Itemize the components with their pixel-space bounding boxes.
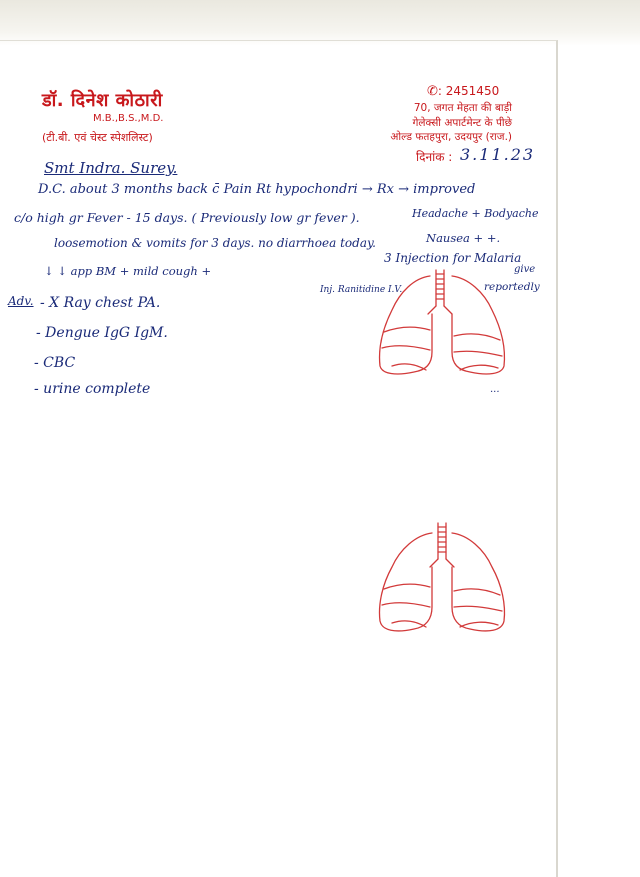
address-line-3: ओल्ड फतहपुरा, उदयपुर (राज.) [390,131,512,143]
date-label: दिनांक : [416,150,453,164]
phone-text: : 2451450 [437,84,500,98]
note-line-4c: give [514,264,536,275]
lung-diagram-2 [376,519,508,635]
lung-diagram-1 [374,266,510,378]
phone-number [427,84,499,99]
doctor-name: डॉ. दिनेश कोठारी [42,90,163,111]
advice-item-1: - X Ray chest PA. [40,295,161,311]
note-line-3: loosemotion & vomits for 3 days. no diarrhoea today. [54,236,376,250]
note-line-2b: Headache + Bodyache [412,207,539,220]
doctor-specialty: (टी.बी. एवं चेस्ट स्पेशलिस्ट) [42,131,153,144]
note-line-5b: reportedly [484,281,540,293]
note-line-4: ↓ ↓ app BM + mild cough + [44,264,212,278]
note-line-2: c/o high gr Fever - 15 days. ( Previously low gr fever ). [14,210,360,225]
note-line-5: Inj. Ranitidine I.V. [320,285,403,295]
stray-dots: ... [490,384,500,395]
advice-item-4: - urine complete [34,381,151,397]
advice-label: Adv. [8,294,34,308]
advice-item-2: - Dengue IgG IgM. [36,325,168,341]
address-line-1: 70, जगत मेहता की बाड़ी [413,102,512,114]
phone-circle-icon: ✆ [427,84,438,99]
advice-item-3: - CBC [34,355,76,371]
note-line-1: D.C. about 3 months back c̄ Pain Rt hypochondri → Rx → improved [38,182,476,197]
address-line-2: गेलेक्सी अपार्टमेन्ट के पीछे [412,117,512,129]
note-line-3b: Nausea + +. [426,231,501,245]
patient-name: Smt Indra. Surey. [44,159,178,177]
doctor-degree: M.B.,B.S.,M.D. [93,113,164,124]
date-value: 3.11.23 [460,145,536,164]
note-line-4b: 3 Injection for Malaria [384,251,522,265]
